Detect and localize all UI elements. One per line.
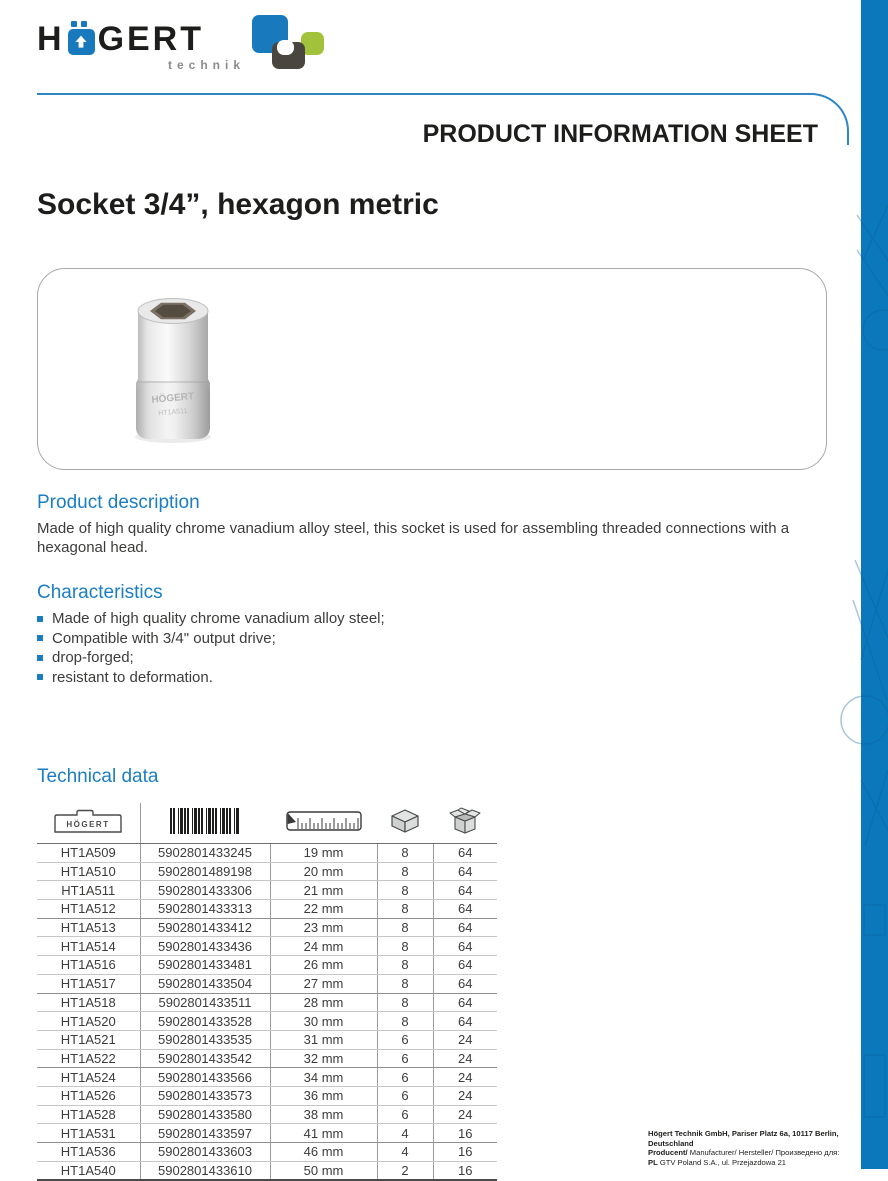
table-cell: 5902801433610 — [140, 1161, 270, 1180]
table-cell: 64 — [433, 956, 497, 975]
table-cell: 24 — [433, 1105, 497, 1124]
table-cell: 8 — [377, 993, 433, 1012]
table-cell: 36 mm — [270, 1086, 377, 1105]
table-cell: 8 — [377, 862, 433, 881]
table-cell: 64 — [433, 881, 497, 900]
table-cell: 64 — [433, 862, 497, 881]
table-cell: HT1A524 — [37, 1068, 140, 1087]
characteristics-item: Compatible with 3/4" output drive; — [37, 629, 385, 649]
description-text: Made of high quality chrome vanadium alloy steel, this socket is used for assembling threaded connections with a hexagonal head. — [37, 520, 790, 556]
table-cell: 5902801489198 — [140, 862, 270, 881]
table-cell: 8 — [377, 974, 433, 993]
svg-text:HT1A511: HT1A511 — [158, 407, 188, 418]
table-cell: 22 mm — [270, 900, 377, 919]
table-row — [37, 844, 497, 863]
table-cell: 50 mm — [270, 1161, 377, 1180]
table-cell: HT1A514 — [37, 937, 140, 956]
table-cell: 26 mm — [270, 956, 377, 975]
table-cell: HT1A531 — [37, 1124, 140, 1143]
table-cell: 27 mm — [270, 974, 377, 993]
band-tool-doodles-icon — [861, 0, 888, 1169]
characteristics-item: resistant to deformation. — [37, 668, 385, 688]
table-row — [37, 1143, 497, 1162]
table-cell: 28 mm — [270, 993, 377, 1012]
page-title: Socket 3/4”, hexagon metric — [37, 188, 439, 221]
technical-data-table — [37, 803, 497, 1181]
svg-text:HÖGERT: HÖGERT — [66, 819, 110, 829]
table-cell: HT1A511 — [37, 881, 140, 900]
table-cell: 8 — [377, 956, 433, 975]
characteristics-item: drop-forged; — [37, 648, 385, 668]
table-cell: HT1A522 — [37, 1049, 140, 1068]
table-cell: 5902801433504 — [140, 974, 270, 993]
table-cell: 20 mm — [270, 862, 377, 881]
table-cell: 24 — [433, 1068, 497, 1087]
table-cell: 6 — [377, 1105, 433, 1124]
table-row — [37, 937, 497, 956]
table-row — [37, 993, 497, 1012]
table-cell: 5902801433566 — [140, 1068, 270, 1087]
table-cell: 5902801433542 — [140, 1049, 270, 1068]
logo-squares-icon — [250, 14, 316, 72]
arrow-square-icon — [68, 29, 95, 55]
umlaut-dots-icon — [71, 21, 87, 27]
table-cell: 2 — [377, 1161, 433, 1180]
footer-producer-line: Producent/ Manufacturer/ Hersteller/ Произведено для: — [648, 1148, 840, 1158]
table-cell: 6 — [377, 1030, 433, 1049]
table-cell: HT1A510 — [37, 862, 140, 881]
product-image-box — [37, 268, 827, 470]
table-cell: 5902801433573 — [140, 1086, 270, 1105]
section-heading-technical-data: Technical data — [37, 766, 159, 787]
logo-subtitle: technik — [167, 58, 245, 72]
closed-box-icon — [377, 803, 433, 844]
socket-product-image — [128, 293, 218, 445]
table-row — [37, 881, 497, 900]
hogert-logo — [37, 14, 317, 76]
table-cell: 5902801433245 — [140, 844, 270, 863]
table-cell: 64 — [433, 918, 497, 937]
table-cell: 8 — [377, 900, 433, 919]
footer-address: Högert Technik GmbH, Pariser Platz 6a, 10117 Berlin, Deutschland — [648, 1129, 839, 1148]
table-row — [37, 900, 497, 919]
table-cell: 21 mm — [270, 881, 377, 900]
table-cell: 4 — [377, 1143, 433, 1162]
table-cell: HT1A521 — [37, 1030, 140, 1049]
table-cell: 19 mm — [270, 844, 377, 863]
table-cell: 64 — [433, 900, 497, 919]
footer-pl-line: PL GTV Poland S.A., ul. Przejazdowa 21 — [648, 1157, 787, 1167]
logo-letter-h: H — [37, 20, 65, 58]
open-carton-icon — [433, 803, 497, 844]
table-cell: 64 — [433, 1012, 497, 1031]
table-cell: 8 — [377, 918, 433, 937]
table-cell: HT1A526 — [37, 1086, 140, 1105]
table-cell: 8 — [377, 881, 433, 900]
hogert-logo-wordmark — [37, 22, 204, 56]
table-cell: HT1A512 — [37, 900, 140, 919]
hogert-label-icon — [37, 803, 140, 844]
table-cell: HT1A540 — [37, 1161, 140, 1180]
table-row — [37, 956, 497, 975]
table-cell: 16 — [433, 1143, 497, 1162]
table-cell: 6 — [377, 1086, 433, 1105]
table-cell: 8 — [377, 844, 433, 863]
table-cell: 16 — [433, 1161, 497, 1180]
characteristics-list — [37, 609, 385, 687]
table-row — [37, 1161, 497, 1180]
barcode-icon — [140, 803, 270, 844]
table-cell: 5902801433306 — [140, 881, 270, 900]
table-cell: HT1A517 — [37, 974, 140, 993]
table-row — [37, 1105, 497, 1124]
table-cell: 8 — [377, 1012, 433, 1031]
table-row — [37, 918, 497, 937]
table-cell: 31 mm — [270, 1030, 377, 1049]
ruler-icon — [270, 803, 377, 844]
table-cell: 64 — [433, 974, 497, 993]
table-cell: 64 — [433, 937, 497, 956]
table-cell: 23 mm — [270, 918, 377, 937]
table-cell: 5902801433412 — [140, 918, 270, 937]
table-cell: HT1A520 — [37, 1012, 140, 1031]
table-cell: 5902801433436 — [140, 937, 270, 956]
table-header-row — [37, 803, 497, 844]
logo-white-square-icon — [277, 40, 294, 55]
table-cell: 5902801433535 — [140, 1030, 270, 1049]
table-cell: HT1A516 — [37, 956, 140, 975]
sheet-title: PRODUCT INFORMATION SHEET — [422, 120, 818, 148]
table-cell: 5902801433603 — [140, 1143, 270, 1162]
table-row — [37, 1030, 497, 1049]
table-cell: HT1A518 — [37, 993, 140, 1012]
table-cell: 5902801433580 — [140, 1105, 270, 1124]
table-row — [37, 1086, 497, 1105]
table-cell: 24 — [433, 1030, 497, 1049]
table-cell: 5902801433528 — [140, 1012, 270, 1031]
table-cell: 34 mm — [270, 1068, 377, 1087]
decorative-blue-band — [861, 0, 888, 1169]
table-cell: 5902801433481 — [140, 956, 270, 975]
characteristics-item: Made of high quality chrome vanadium alloy steel; — [37, 609, 385, 629]
table-row — [37, 1012, 497, 1031]
table-cell: 64 — [433, 844, 497, 863]
table-row — [37, 1124, 497, 1143]
table-cell: 24 — [433, 1049, 497, 1068]
table-cell: HT1A513 — [37, 918, 140, 937]
table-cell: 38 mm — [270, 1105, 377, 1124]
table-cell: 6 — [377, 1068, 433, 1087]
table-cell: 24 — [433, 1086, 497, 1105]
table-row — [37, 1049, 497, 1068]
table-row — [37, 1068, 497, 1087]
table-cell: 64 — [433, 993, 497, 1012]
table-cell: 5902801433313 — [140, 900, 270, 919]
table-cell: 41 mm — [270, 1124, 377, 1143]
table-cell: 6 — [377, 1049, 433, 1068]
table-cell: 16 — [433, 1124, 497, 1143]
table-cell: 8 — [377, 937, 433, 956]
table-cell: HT1A528 — [37, 1105, 140, 1124]
logo-letters-gert: GERT — [97, 20, 205, 58]
table-cell: 32 mm — [270, 1049, 377, 1068]
logo-o-umlaut-icon — [68, 22, 95, 56]
table-body — [37, 844, 497, 1181]
table-cell: 24 mm — [270, 937, 377, 956]
table-cell: 5902801433511 — [140, 993, 270, 1012]
section-heading-description: Product description — [37, 492, 200, 513]
table-cell: HT1A536 — [37, 1143, 140, 1162]
table-cell: HT1A509 — [37, 844, 140, 863]
table-cell: 5902801433597 — [140, 1124, 270, 1143]
svg-text:HÖGERT: HÖGERT — [150, 391, 195, 406]
section-heading-characteristics: Characteristics — [37, 582, 163, 603]
table-row — [37, 862, 497, 881]
footer-manufacturer-info — [648, 1129, 853, 1167]
table-cell: 30 mm — [270, 1012, 377, 1031]
table-row — [37, 974, 497, 993]
table-cell: 46 mm — [270, 1143, 377, 1162]
table-cell: 4 — [377, 1124, 433, 1143]
